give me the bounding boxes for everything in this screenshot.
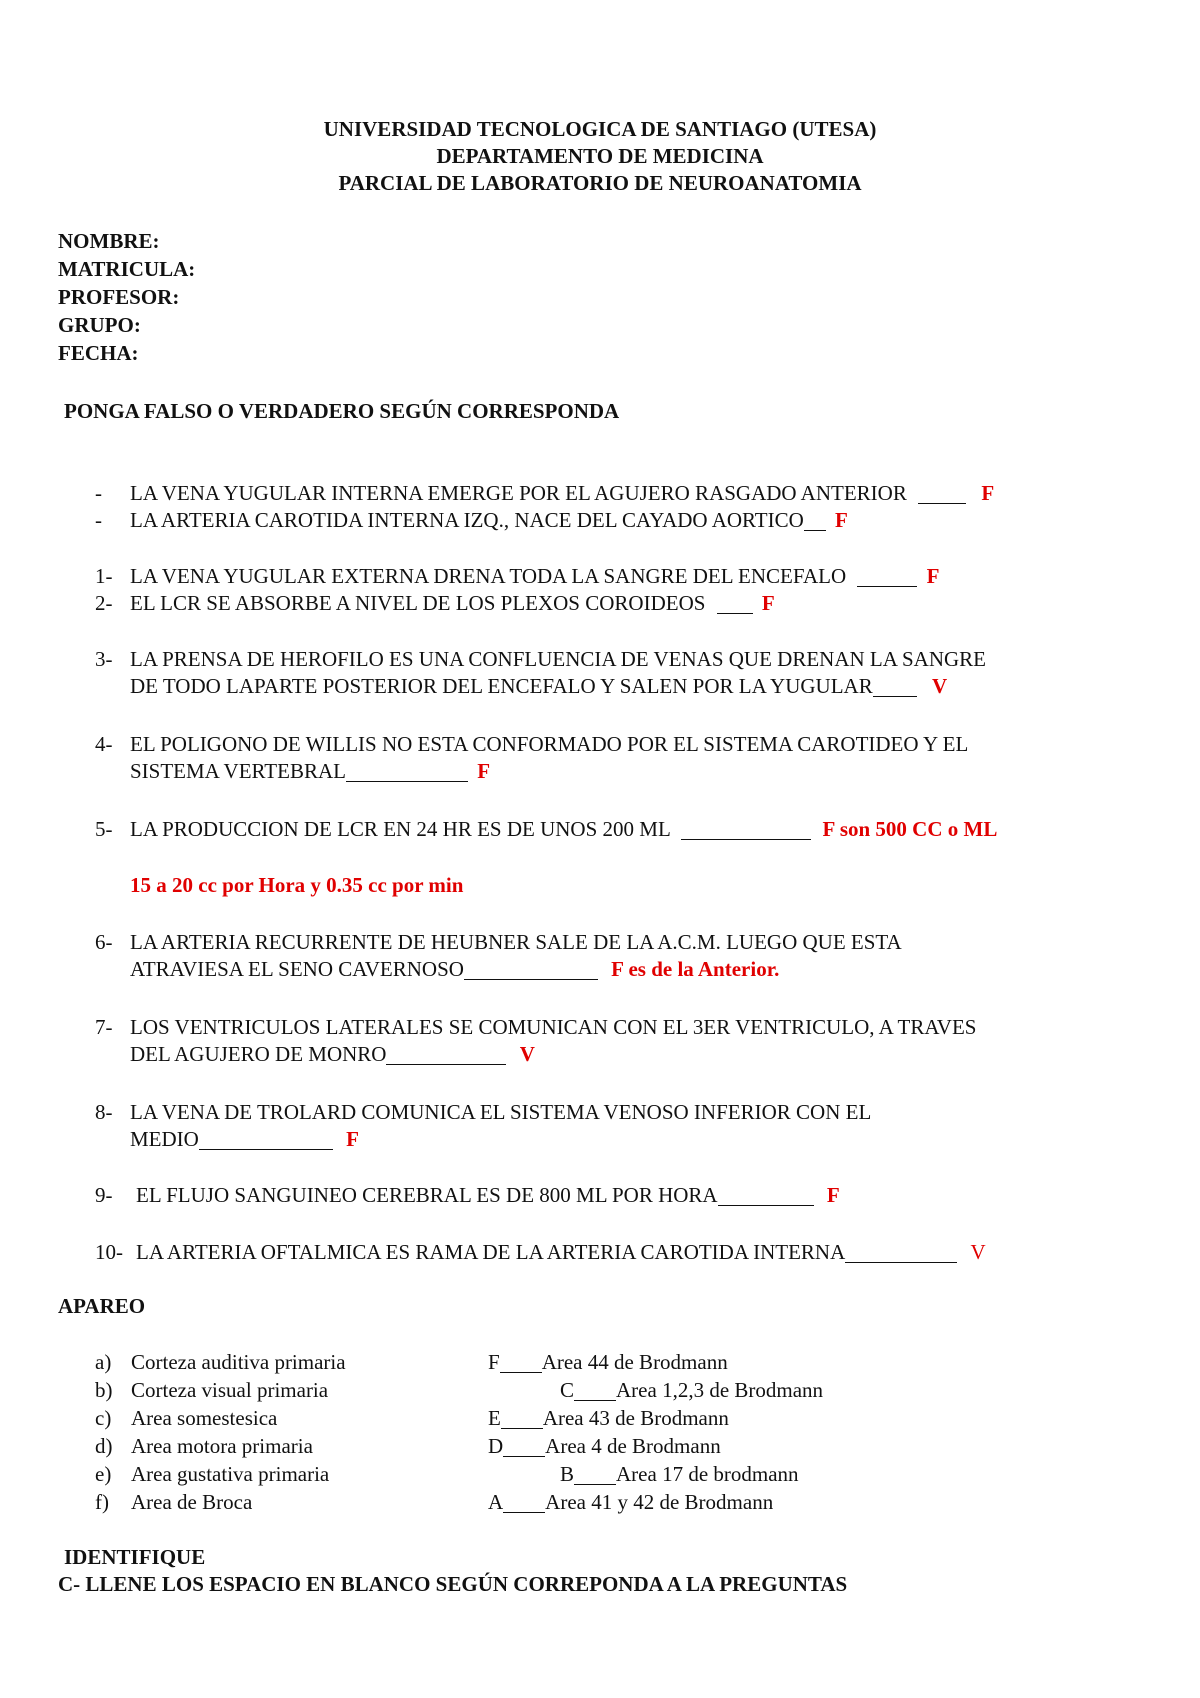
answer-blank <box>873 676 917 697</box>
match-blank <box>574 1380 616 1401</box>
tf-answer: F es de la Anterior. <box>611 957 780 981</box>
tf-answer: F <box>981 481 995 505</box>
tf-item-text: LA ARTERIA CAROTIDA INTERNA IZQ., NACE DEL CAYADO AORTICO <box>130 508 804 532</box>
match-right-text: Area 17 de brodmann <box>616 1462 799 1486</box>
tf-answer: F son 500 CC o ML <box>822 817 998 841</box>
match-right-item <box>560 1377 823 1403</box>
tf-item <box>130 507 848 533</box>
item-marker: 4- <box>95 732 113 756</box>
tf-item-text: DEL AGUJERO DE MONRO <box>130 1042 387 1066</box>
tf-item-text: LA VENA YUGULAR INTERNA EMERGE POR EL AGUJERO RASGADO ANTERIOR <box>130 481 907 505</box>
tf-item-line2 <box>130 1126 359 1152</box>
tf-answer: F <box>761 591 775 615</box>
answer-blank <box>718 1185 814 1206</box>
tf-item <box>130 480 994 506</box>
match-right-text: Area 4 de Brodmann <box>545 1434 721 1458</box>
match-letter: E <box>488 1406 501 1430</box>
match-letter: B <box>560 1462 575 1486</box>
fill-blanks-instruction: C- LLENE LOS ESPACIO EN BLANCO SEGÚN CORREPONDA A LA PREGUNTAS <box>58 1572 848 1596</box>
item-marker: - <box>95 481 102 505</box>
tf-answer: F <box>835 508 848 532</box>
tf-item-text: EL FLUJO SANGUINEO CEREBRAL ES DE 800 ML POR HORA <box>136 1183 718 1207</box>
department-title: DEPARTAMENTO DE MEDICINA <box>436 144 764 168</box>
tf-item-text: LA ARTERIA OFTALMICA ES RAMA DE LA ARTERIA CAROTIDA INTERNA <box>136 1240 846 1264</box>
match-marker: b) <box>95 1378 113 1402</box>
tf-item-line2 <box>130 758 490 784</box>
answer-blank <box>857 566 917 587</box>
match-section-title: APAREO <box>58 1294 146 1318</box>
tf-item <box>136 1182 840 1208</box>
item-marker: 6- <box>95 930 113 954</box>
field-nombre: NOMBRE: <box>58 229 160 253</box>
answer-blank <box>199 1129 333 1150</box>
tf-item <box>136 1239 986 1265</box>
answer-blank <box>346 761 468 782</box>
match-right-item <box>488 1489 773 1515</box>
answer-blank <box>717 593 753 614</box>
match-blank <box>574 1464 616 1485</box>
item-marker: 2- <box>95 591 113 615</box>
tf-item-line1: LA ARTERIA RECURRENTE DE HEUBNER SALE DE LA A.C.M. LUEGO QUE ESTA <box>130 930 902 954</box>
answer-blank <box>845 1242 957 1263</box>
tf-answer: F <box>477 759 491 783</box>
match-left-item: Area gustativa primaria <box>131 1462 330 1486</box>
tf-item-line1: LA PRENSA DE HEROFILO ES UNA CONFLUENCIA DE VENAS QUE DRENAN LA SANGRE <box>130 647 986 671</box>
match-letter: A <box>488 1490 504 1514</box>
tf-item <box>130 590 775 616</box>
match-marker: d) <box>95 1434 113 1458</box>
tf-item <box>130 563 939 589</box>
item-marker: 10- <box>95 1240 123 1264</box>
tf-answer-note: 15 a 20 cc por Hora y 0.35 cc por min <box>130 873 464 897</box>
identifique-title: IDENTIFIQUE <box>64 1545 206 1569</box>
match-blank <box>503 1492 545 1513</box>
tf-item-line1: EL POLIGONO DE WILLIS NO ESTA CONFORMADO POR EL SISTEMA CAROTIDEO Y EL <box>130 732 969 756</box>
tf-section-title: PONGA FALSO O VERDADERO SEGÚN CORRESPONDA <box>64 399 620 423</box>
answer-blank <box>918 483 966 504</box>
tf-answer: V <box>970 1240 986 1264</box>
tf-item-line2 <box>130 1041 535 1067</box>
match-right-item <box>560 1461 799 1487</box>
match-blank <box>500 1352 542 1373</box>
match-marker: e) <box>95 1462 112 1486</box>
answer-blank <box>386 1044 506 1065</box>
tf-answer: V <box>519 1042 535 1066</box>
item-marker: 1- <box>95 564 113 588</box>
match-right-text: Area 1,2,3 de Brodmann <box>616 1378 824 1402</box>
item-marker: 7- <box>95 1015 113 1039</box>
match-marker: a) <box>95 1350 112 1374</box>
match-left-item: Area somestesica <box>131 1406 278 1430</box>
match-right-text: Area 43 de Brodmann <box>542 1406 729 1430</box>
tf-item-text: MEDIO <box>130 1127 199 1151</box>
match-left-item: Area motora primaria <box>131 1434 313 1458</box>
university-title: UNIVERSIDAD TECNOLOGICA DE SANTIAGO (UTESA) <box>323 117 877 141</box>
tf-item-text: LA PRODUCCION DE LCR EN 24 HR ES DE UNOS 200 ML <box>130 817 671 841</box>
field-fecha: FECHA: <box>58 341 139 365</box>
match-letter: F <box>488 1350 500 1374</box>
tf-item-text: DE TODO LAPARTE POSTERIOR DEL ENCEFALO Y SALEN POR LA YUGULAR <box>130 674 873 698</box>
item-marker: 3- <box>95 647 113 671</box>
match-letter: D <box>488 1434 504 1458</box>
match-right-item <box>488 1433 721 1459</box>
tf-item-line2 <box>130 673 947 699</box>
tf-item-line1: LA VENA DE TROLARD COMUNICA EL SISTEMA VENOSO INFERIOR CON EL <box>130 1100 872 1124</box>
tf-item <box>130 816 997 842</box>
tf-answer: F <box>826 1183 840 1207</box>
match-left-item: Corteza auditiva primaria <box>131 1350 346 1374</box>
tf-item-text: SISTEMA VERTEBRAL <box>130 759 346 783</box>
tf-item-line2 <box>130 956 779 982</box>
item-marker: - <box>95 508 102 532</box>
item-marker: 9- <box>95 1183 113 1207</box>
match-letter: C <box>560 1378 575 1402</box>
answer-blank <box>804 510 826 531</box>
field-profesor: PROFESOR: <box>58 285 180 309</box>
answer-blank <box>681 819 811 840</box>
match-right-item <box>488 1349 728 1375</box>
tf-item-text: LA VENA YUGULAR EXTERNA DRENA TODA LA SANGRE DEL ENCEFALO <box>130 564 847 588</box>
tf-answer: F <box>346 1127 359 1151</box>
match-marker: c) <box>95 1406 112 1430</box>
tf-answer: V <box>931 674 948 698</box>
match-right-item <box>488 1405 729 1431</box>
match-right-text: Area 44 de Brodmann <box>541 1350 728 1374</box>
tf-item-text: ATRAVIESA EL SENO CAVERNOSO <box>130 957 464 981</box>
match-blank <box>501 1408 543 1429</box>
tf-item-line1: LOS VENTRICULOS LATERALES SE COMUNICAN CON EL 3ER VENTRICULO, A TRAVES <box>130 1015 977 1039</box>
match-marker: f) <box>95 1490 109 1514</box>
item-marker: 8- <box>95 1100 113 1124</box>
match-right-text: Area 41 y 42 de Brodmann <box>545 1490 774 1514</box>
item-marker: 5- <box>95 817 113 841</box>
exam-title: PARCIAL DE LABORATORIO DE NEUROANATOMIA <box>338 171 862 195</box>
match-left-item: Corteza visual primaria <box>131 1378 329 1402</box>
tf-item-text: EL LCR SE ABSORBE A NIVEL DE LOS PLEXOS COROIDEOS <box>130 591 706 615</box>
match-blank <box>503 1436 545 1457</box>
tf-answer: F <box>926 564 940 588</box>
answer-blank <box>464 959 598 980</box>
field-grupo: GRUPO: <box>58 313 141 337</box>
field-matricula: MATRICULA: <box>58 257 196 281</box>
match-left-item: Area de Broca <box>131 1490 253 1514</box>
